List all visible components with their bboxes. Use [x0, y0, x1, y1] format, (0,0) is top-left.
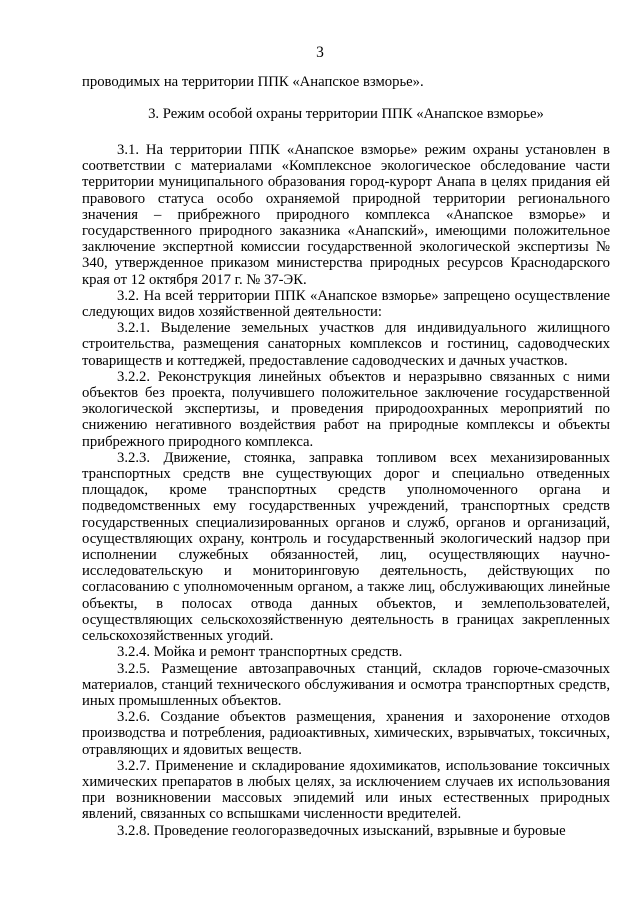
paragraph-3-2-5: 3.2.5. Размещение автозаправочных станций, складов горюче-смазочных материалов, станций технического обслуживания и осмотра транспортных средств, иных промышленных объектов. [82, 660, 610, 709]
paragraph-3-2-8: 3.2.8. Проведение геологоразведочных изысканий, взрывные и буровые [117, 822, 566, 839]
body-text [82, 142, 610, 839]
paragraph-3-1: 3.1. На территории ППК «Анапское взморье» режим охраны установлен в соответствии с материалами «Комплексное экологическое обследование части территории муниципального образования город-курорт Анапа в целях придания ей правового статуса особо охраняемой природной территории регионального значения – прибрежного природного комплекса «Анапское взморье» и государственного природного заказника «Анапский», имеющими положительное заключение экспертной комиссии государственной экологической экспертизы № 340, утвержденное приказом министерства природных ресурсов Краснодарского края от 12 октября 2017 г. № 37-ЭК. [82, 142, 610, 288]
lead-line: проводимых на территории ППК «Анапское взморье». [82, 74, 424, 90]
page-number: 3 [316, 44, 324, 61]
paragraph-3-2-6: 3.2.6. Создание объектов размещения, хранения и захоронение отходов производства и потребления, радиоактивных, химических, взрывчатых, токсичных, отравляющих и ядовитых веществ. [82, 709, 610, 758]
paragraph-3-2-4: 3.2.4. Мойка и ремонт транспортных средств. [117, 644, 403, 661]
paragraph-3-2: 3.2. На всей территории ППК «Анапское взморье» запрещено осуществление следующих видов хозяйственной деятельности: [82, 287, 610, 321]
paragraph-3-2-2: 3.2.2. Реконструкция линейных объектов и неразрывно связанных с ними объектов без проекта, получившего положительное заключение государственной экологической экспертизы, и проведения природоохранных мероприятий по снижению негативного воздействия работ на природные комплексы и объекты прибрежного природного комплекса. [82, 368, 610, 450]
section-title: 3. Режим особой охраны территории ППК «Анапское взморье» [148, 106, 544, 122]
paragraph-3-2-3: 3.2.3. Движение, стоянка, заправка топливом всех механизированных транспортных средств вне существующих дорог и специально отведенных площадок, кроме транспортных средств уполномоченного органа и подведомственных ему государственных учреждений, транспортных средств государственных специализированных органов и служб, органов и организаций, осуществляющих охрану, контроль и государственный экологический надзор при исполнении служебных обязанностей, лиц, осуществляющих научно-исследовательскую и мониторинговую деятельность, действующих по согласованию с уполномоченным органом, а также лиц, обслуживающих линейные объекты, в полосах отвода данных объектов, и землепользователей, осуществляющих сельскохозяйственную деятельность в границах закрепленных сельскохозяйственных угодий. [82, 449, 610, 645]
paragraph-3-2-7: 3.2.7. Применение и складирование ядохимикатов, использование токсичных химических препаратов в любых целях, за исключением случаев их использования при возникновении массовых эпидемий или иных естественных природных явлений, связанных со вспышками численности вредителей. [82, 757, 610, 823]
paragraph-3-2-1: 3.2.1. Выделение земельных участков для индивидуального жилищного строительства, размещения санаторных комплексов и гостиниц, садоводческих товариществ и коттеджей, предоставление садоводческих и дачных участков. [82, 320, 610, 369]
